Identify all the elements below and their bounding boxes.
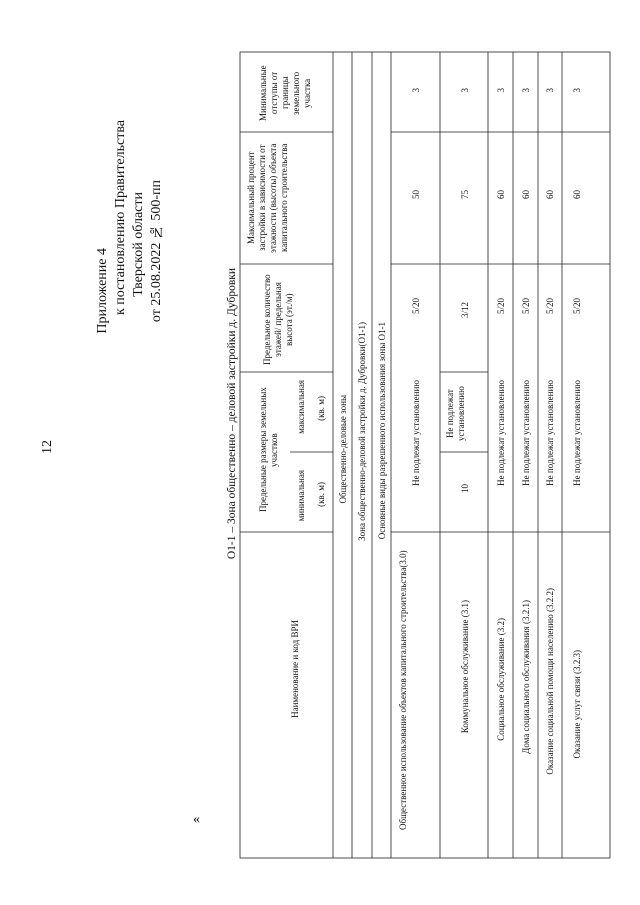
row-2-min: 10 xyxy=(460,484,470,493)
appendix-line-3: Тверской области xyxy=(131,192,146,297)
row-3-setback: 3 xyxy=(496,88,506,93)
row-6-sizes: Не подлежат установлению xyxy=(572,380,582,486)
row-6-coverage: 60 xyxy=(572,190,582,199)
row-4-sizes: Не подлежат установлению xyxy=(521,380,531,486)
row-6-name: Оказание услуг связи (3.2.3) xyxy=(572,650,582,759)
appendix-line-2: к постановлению Правительства xyxy=(113,120,128,316)
row-3-sizes: Не подлежат установлению xyxy=(496,380,506,486)
header-coverage xyxy=(246,138,328,258)
header-max: максимальная xyxy=(296,380,306,434)
row-6-setback: 3 xyxy=(572,88,582,93)
appendix-line-1: Приложение 4 xyxy=(95,248,110,334)
section-main-uses: Основные виды разрешенного использования зоны О1-1 xyxy=(377,322,387,540)
row-3-coverage: 60 xyxy=(496,190,506,199)
row-5-sizes: Не подлежат установлению xyxy=(545,380,555,486)
header-floors-text: Предельное количество этажей/ предельная высота (эт./м) xyxy=(262,274,294,365)
header-coverage-text: Максимальный процент застройки в зависимости от этажности (высоты) объекта капитального строительства xyxy=(246,143,289,253)
opening-quote: « xyxy=(193,812,200,827)
header-min: минимальная xyxy=(296,470,306,522)
header-setback xyxy=(258,60,322,126)
header-min-unit: (кв. м) xyxy=(316,482,326,507)
appendix-line-4: от 25.08.2022 № 500-пп xyxy=(149,180,164,323)
header-plot-sizes-text: Предельные размеры земельных участков xyxy=(258,387,279,513)
row-4-floors: 5/20 xyxy=(521,298,531,315)
row-2-max xyxy=(445,380,481,448)
header-plot-sizes xyxy=(258,375,286,525)
row-1-floors: 5/20 xyxy=(411,298,421,315)
table-title: О1-1 – Зона общественно – деловой застройки д. Дубровки xyxy=(226,268,238,560)
row-1-sizes: Не подлежат установлению xyxy=(411,380,421,486)
row-3-name: Социальное обслуживание (3.2) xyxy=(496,618,506,741)
row-5-coverage: 60 xyxy=(545,190,555,199)
row-5-setback: 3 xyxy=(545,88,555,93)
row-1-name xyxy=(398,540,434,840)
header-max-unit: (кв. м) xyxy=(316,396,326,421)
row-5-floors: 5/20 xyxy=(545,298,555,315)
row-1-coverage: 50 xyxy=(411,190,421,199)
row-2-coverage: 75 xyxy=(460,190,470,199)
row-2-max-text: Не подлежат установлению xyxy=(445,386,466,442)
header-name: Наименование и код ВРИ xyxy=(290,620,300,718)
row-1-setback: 3 xyxy=(411,88,421,93)
row-6-floors: 5/20 xyxy=(572,298,582,315)
row-1-name-text: Общественное использование объектов капитального строительства(3.0) xyxy=(398,550,408,830)
row-4-coverage: 60 xyxy=(521,190,531,199)
row-4-name: Дома социального обслуживания (3.2.1) xyxy=(521,600,531,754)
header-setback-text: Минимальные отступы от границы земельного участка xyxy=(258,65,312,121)
section-public-zones: Общественно-деловые зоны xyxy=(338,395,348,504)
row-3-floors: 5/20 xyxy=(496,298,506,315)
header-floors xyxy=(262,272,322,367)
section-zone-o1-1: Зона общественно-деловой застройки д. Дубровки(О1-1) xyxy=(357,322,367,541)
page-number: 12 xyxy=(40,440,55,454)
row-4-setback: 3 xyxy=(521,88,531,93)
row-2-floors: 3/12 xyxy=(460,302,470,319)
row-2-setback: 3 xyxy=(460,88,470,93)
row-2-name: Коммунальное обслуживание (3.1) xyxy=(460,600,470,734)
row-5-name: Оказание социальной помощи населению (3.2.2) xyxy=(545,588,555,775)
